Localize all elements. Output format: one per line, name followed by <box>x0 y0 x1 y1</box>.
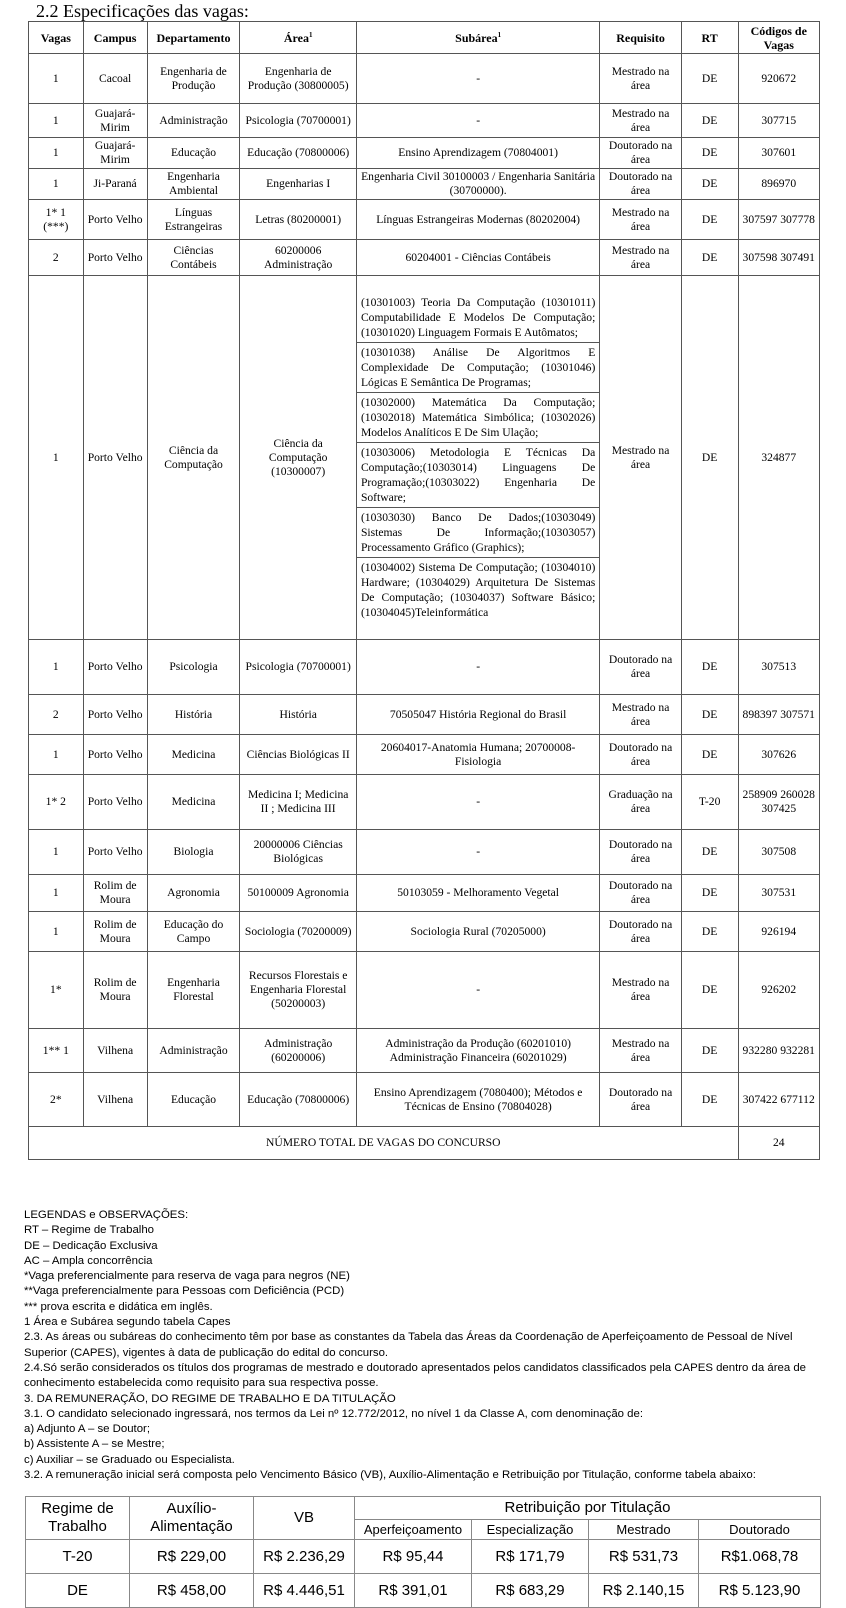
cell-departamento: Educação do Campo <box>147 912 240 952</box>
cell-subarea: Ensino Aprendizagem (70804001) <box>356 138 599 169</box>
table-row <box>29 240 820 276</box>
table-row <box>29 875 820 912</box>
cell-subarea <box>356 276 599 640</box>
header-rt: RT <box>681 22 738 54</box>
notes-section <box>24 1208 824 1483</box>
cell-codigos: 307531 <box>738 875 820 912</box>
table-row <box>29 912 820 952</box>
rem-cell: R$1.068,78 <box>699 1540 821 1574</box>
cell-vagas: 2 <box>29 240 84 276</box>
table-row <box>29 775 820 830</box>
cell-subarea: Sociologia Rural (70205000) <box>356 912 599 952</box>
rem-cell: R$ 4.446,51 <box>254 1574 355 1608</box>
cell-area: Letras (80200001) <box>240 200 357 240</box>
cell-subarea: - <box>356 775 599 830</box>
cell-codigos: 926194 <box>738 912 820 952</box>
cell-departamento: Agronomia <box>147 875 240 912</box>
header-retribuicao: Retribuição por Titulação <box>355 1497 821 1520</box>
cell-departamento: Biologia <box>147 830 240 875</box>
cell-vagas: 1* <box>29 952 84 1029</box>
cell-vagas: 1 <box>29 735 84 775</box>
cell-codigos: 324877 <box>738 276 820 640</box>
header-especializacao: Especialização <box>472 1520 589 1540</box>
cell-vagas: 1 <box>29 169 84 200</box>
table-row <box>29 735 820 775</box>
cell-subarea: - <box>356 104 599 138</box>
cell-area: Medicina I; Medicina II ; Medicina III <box>240 775 357 830</box>
subarea-item: (10303006) Metodologia E Técnicas Da Computação;(10303014) Linguagens De Programação;(10303022) Engenharia De Software; <box>357 443 599 508</box>
cell-rt: DE <box>681 138 738 169</box>
cell-campus: Porto Velho <box>83 240 147 276</box>
cell-departamento: Administração <box>147 104 240 138</box>
table-row <box>29 200 820 240</box>
cell-codigos: 926202 <box>738 952 820 1029</box>
rem-cell: R$ 683,29 <box>472 1574 589 1608</box>
cell-rt: DE <box>681 695 738 735</box>
rem-cell: R$ 2.236,29 <box>254 1540 355 1574</box>
cell-subarea: 70505047 História Regional do Brasil <box>356 695 599 735</box>
cell-codigos: 307715 <box>738 104 820 138</box>
cell-rt: DE <box>681 952 738 1029</box>
cell-requisito: Doutorado na área <box>600 1073 681 1127</box>
note-line: **Vaga preferencialmente para Pessoas com Deficiência (PCD) <box>24 1285 345 1298</box>
note-line: 2.3. As áreas ou subáreas do conhecimento têm por base as constantes da Tabela das Áreas da Coordenação de Aperfeiçoamento de Pessoal de Nível Superior (CAPES), vigentes à data de publicação do edital do concurso. <box>24 1331 793 1359</box>
header-auxilio: Auxílio-Alimentação <box>130 1497 254 1540</box>
cell-rt: DE <box>681 640 738 695</box>
cell-codigos: 307626 <box>738 735 820 775</box>
cell-departamento: Educação <box>147 138 240 169</box>
table-row <box>29 830 820 875</box>
table-row <box>29 640 820 695</box>
note-line: RT – Regime de Trabalho <box>24 1224 155 1237</box>
cell-campus: Porto Velho <box>83 640 147 695</box>
cell-requisito: Doutorado na área <box>600 169 681 200</box>
cell-codigos: 896970 <box>738 169 820 200</box>
cell-departamento: Medicina <box>147 735 240 775</box>
note-line: LEGENDAS e OBSERVAÇÕES: <box>24 1209 189 1221</box>
cell-requisito: Graduação na área <box>600 775 681 830</box>
cell-departamento: Ciência da Computação <box>147 276 240 640</box>
subarea-item: (10302000) Matemática Da Computação; (10302018) Matemática Simbólica; (10302026) Modelos Analíticos E De Sim Ulação; <box>357 393 599 443</box>
cell-campus: Porto Velho <box>83 200 147 240</box>
cell-departamento: Engenharia Ambiental <box>147 169 240 200</box>
cell-requisito: Mestrado na área <box>600 1029 681 1073</box>
rem-cell: DE <box>26 1574 130 1608</box>
table-row <box>29 54 820 104</box>
total-label: NÚMERO TOTAL DE VAGAS DO CONCURSO <box>29 1127 739 1160</box>
cell-vagas: 1 <box>29 830 84 875</box>
cell-area: Recursos Florestais e Engenharia Florestal (50200003) <box>240 952 357 1029</box>
remuneracao-table <box>25 1496 821 1608</box>
cell-area: Engenharias I <box>240 169 357 200</box>
cell-rt: DE <box>681 1073 738 1127</box>
cell-codigos: 307422 677112 <box>738 1073 820 1127</box>
cell-vagas: 1 <box>29 54 84 104</box>
note-line: 3.1. O candidato selecionado ingressará, nos termos da Lei nº 12.772/2012, no nível 1 da Classe A, com denominação de: <box>24 1407 644 1420</box>
cell-area: Sociologia (70200009) <box>240 912 357 952</box>
cell-vagas: 1** 1 <box>29 1029 84 1073</box>
subarea-item: (10304002) Sistema De Computação; (10304010) Hardware; (10304029) Arquitetura De Sistemas De Computação; (10304037) Software Básico;(10304045)Teleinformática <box>360 561 596 619</box>
cell-vagas: 1* 1 (***) <box>29 200 84 240</box>
rem-cell: R$ 229,00 <box>130 1540 254 1574</box>
cell-campus: Ji-Paraná <box>83 169 147 200</box>
rem-cell: R$ 2.140,15 <box>589 1574 699 1608</box>
note-line: DE – Dedicação Exclusiva <box>24 1239 158 1252</box>
cell-requisito: Mestrado na área <box>600 200 681 240</box>
cell-rt: DE <box>681 276 738 640</box>
cell-campus: Vilhena <box>83 1073 147 1127</box>
cell-codigos: 932280 932281 <box>738 1029 820 1073</box>
table-row <box>29 1029 820 1073</box>
table-row <box>29 104 820 138</box>
table-row <box>26 1574 821 1608</box>
cell-rt: DE <box>681 104 738 138</box>
total-row <box>29 1127 820 1160</box>
cell-area: História <box>240 695 357 735</box>
cell-subarea: Ensino Aprendizagem (7080400); Métodos e Técnicas de Ensino (70804028) <box>356 1073 599 1127</box>
cell-rt: DE <box>681 169 738 200</box>
rem-cell: T-20 <box>26 1540 130 1574</box>
cell-campus: Rolim de Moura <box>83 912 147 952</box>
cell-subarea: - <box>356 54 599 104</box>
table-row <box>29 138 820 169</box>
cell-area: Psicologia (70700001) <box>240 640 357 695</box>
header-campus: Campus <box>83 22 147 54</box>
cell-requisito: Mestrado na área <box>600 54 681 104</box>
cell-vagas: 1 <box>29 138 84 169</box>
cell-area: 60200006 Administração <box>240 240 357 276</box>
cell-vagas: 1 <box>29 640 84 695</box>
table-row <box>29 1073 820 1127</box>
cell-campus: Porto Velho <box>83 276 147 640</box>
rem-cell: R$ 391,01 <box>355 1574 472 1608</box>
cell-campus: Guajará-Mirim <box>83 138 147 169</box>
cell-subarea: - <box>356 640 599 695</box>
table-row <box>29 169 820 200</box>
cell-requisito: Doutorado na área <box>600 735 681 775</box>
header-subarea: Subárea$^1$ <box>356 22 599 54</box>
rem-cell: R$ 458,00 <box>130 1574 254 1608</box>
cell-rt: T-20 <box>681 775 738 830</box>
cell-rt: DE <box>681 735 738 775</box>
section-title: 2.2 Especificações das vagas: <box>36 1 249 21</box>
cell-codigos: 307601 <box>738 138 820 169</box>
cell-subarea: 60204001 - Ciências Contábeis <box>356 240 599 276</box>
cell-requisito: Mestrado na área <box>600 952 681 1029</box>
cell-requisito: Mestrado na área <box>600 104 681 138</box>
note-line: 2.4.Só serão considerados os títulos dos programas de mestrado e doutorado apresentados pelos candidatos classificados pela CAPES dentro da área de conhecimento estabelecida como requisito para sua respectiva posse. <box>24 1361 807 1390</box>
header-codigos: Códigos de Vagas <box>738 22 820 54</box>
note-line: 1 Área e Subárea segundo tabela Capes <box>24 1316 231 1329</box>
cell-departamento: Línguas Estrangeiras <box>147 200 240 240</box>
cell-codigos: 307597 307778 <box>738 200 820 240</box>
cell-rt: DE <box>681 54 738 104</box>
cell-area: 20000006 Ciências Biológicas <box>240 830 357 875</box>
cell-campus: Porto Velho <box>83 695 147 735</box>
cell-codigos: 307513 <box>738 640 820 695</box>
cell-codigos: 307508 <box>738 830 820 875</box>
cell-codigos: 898397 307571 <box>738 695 820 735</box>
cell-vagas: 1 <box>29 276 84 640</box>
cell-area: Ciências Biológicas II <box>240 735 357 775</box>
note-line: c) Auxiliar – se Graduado ou Especialista. <box>24 1453 235 1466</box>
note-line: a) Adjunto A – se Doutor; <box>24 1423 151 1436</box>
cell-subarea: Engenharia Civil 30100003 / Engenharia Sanitária (30700000). <box>356 169 599 200</box>
table-row <box>29 952 820 1029</box>
cell-rt: DE <box>681 875 738 912</box>
header-area: Área$^1$ <box>240 22 357 54</box>
cell-requisito: Doutorado na área <box>600 138 681 169</box>
cell-campus: Cacoal <box>83 54 147 104</box>
cell-subarea: 20604017-Anatomia Humana; 20700008-Fisiologia <box>356 735 599 775</box>
cell-campus: Rolim de Moura <box>83 952 147 1029</box>
cell-vagas: 1 <box>29 912 84 952</box>
cell-requisito: Doutorado na área <box>600 830 681 875</box>
cell-departamento: Medicina <box>147 775 240 830</box>
cell-subarea: Línguas Estrangeiras Modernas (80202004) <box>356 200 599 240</box>
cell-area: Educação (70800006) <box>240 1073 357 1127</box>
cell-departamento: História <box>147 695 240 735</box>
note-line: 3.2. A remuneração inicial será composta pelo Vencimento Básico (VB), Auxílio-Alimentação e Retribuição por Titulação, conforme tabela abaixo: <box>24 1469 756 1482</box>
total-value: 24 <box>738 1127 820 1160</box>
note-line: b) Assistente A – se Mestre; <box>24 1438 165 1451</box>
cell-rt: DE <box>681 1029 738 1073</box>
header-vagas: Vagas <box>29 22 84 54</box>
cell-subarea: - <box>356 952 599 1029</box>
cell-requisito: Mestrado na área <box>600 276 681 640</box>
cell-requisito: Doutorado na área <box>600 640 681 695</box>
rem-cell: R$ 5.123,90 <box>699 1574 821 1608</box>
cell-area: Ciência da Computação (10300007) <box>240 276 357 640</box>
cell-subarea: - <box>356 830 599 875</box>
header-requisito: Requisito <box>600 22 681 54</box>
cell-departamento: Educação <box>147 1073 240 1127</box>
cell-campus: Rolim de Moura <box>83 875 147 912</box>
cell-campus: Vilhena <box>83 1029 147 1073</box>
table-row <box>26 1540 821 1574</box>
cell-subarea: Administração da Produção (60201010) Administração Financeira (60201029) <box>356 1029 599 1073</box>
rem-cell: R$ 95,44 <box>355 1540 472 1574</box>
note-line: *Vaga preferencialmente para reserva de vaga para negros (NE) <box>24 1270 350 1283</box>
cell-campus: Porto Velho <box>83 830 147 875</box>
vagas-header-row <box>29 22 820 54</box>
subarea-item: (10301003) Teoria Da Computação (10301011) Computabilidade E Modelos De Computação; (10301020) Linguagem Formais E Autômatos; <box>357 293 599 343</box>
cell-rt: DE <box>681 200 738 240</box>
cell-requisito: Mestrado na área <box>600 695 681 735</box>
header-doutorado: Doutorado <box>699 1520 821 1540</box>
note-line: AC – Ampla concorrência <box>24 1254 153 1267</box>
cell-subarea: 50103059 - Melhoramento Vegetal <box>356 875 599 912</box>
cell-codigos: 920672 <box>738 54 820 104</box>
cell-area: Administração (60200006) <box>240 1029 357 1073</box>
header-aperfeicoamento: Aperfeiçoamento <box>355 1520 472 1540</box>
cell-departamento: Ciências Contábeis <box>147 240 240 276</box>
table-row <box>29 695 820 735</box>
cell-vagas: 1 <box>29 875 84 912</box>
table-row <box>29 276 820 640</box>
remuneracao-body <box>26 1540 821 1608</box>
cell-departamento: Administração <box>147 1029 240 1073</box>
subarea-item: (10303030) Banco De Dados;(10303049) Sistemas De Informação;(10303057) Processamento Gráfico (Graphics); <box>357 508 599 558</box>
header-vb: VB <box>254 1497 355 1540</box>
vagas-table <box>28 21 820 1160</box>
cell-departamento: Psicologia <box>147 640 240 695</box>
rem-cell: R$ 171,79 <box>472 1540 589 1574</box>
cell-rt: DE <box>681 912 738 952</box>
cell-area: 50100009 Agronomia <box>240 875 357 912</box>
cell-area: Psicologia (70700001) <box>240 104 357 138</box>
cell-campus: Porto Velho <box>83 775 147 830</box>
cell-requisito: Doutorado na área <box>600 875 681 912</box>
header-mestrado: Mestrado <box>589 1520 699 1540</box>
rem-cell: R$ 531,73 <box>589 1540 699 1574</box>
cell-codigos: 258909 260028 307425 <box>738 775 820 830</box>
subarea-item: (10301038) Análise De Algoritmos E Complexidade De Computação; (10301046) Lógicas E Semântica De Programas; <box>357 343 599 393</box>
note-line: *** prova escrita e didática em inglês. <box>24 1300 213 1313</box>
cell-campus: Guajará-Mirim <box>83 104 147 138</box>
cell-vagas: 1 <box>29 104 84 138</box>
cell-requisito: Mestrado na área <box>600 240 681 276</box>
cell-requisito: Doutorado na área <box>600 912 681 952</box>
cell-departamento: Engenharia Florestal <box>147 952 240 1029</box>
header-departamento: Departamento <box>147 22 240 54</box>
cell-codigos: 307598 307491 <box>738 240 820 276</box>
note-line: 3. DA REMUNERAÇÃO, DO REGIME DE TRABALHO E DA TITULAÇÃO <box>24 1392 396 1405</box>
cell-rt: DE <box>681 240 738 276</box>
cell-vagas: 2 <box>29 695 84 735</box>
cell-departamento: Engenharia de Produção <box>147 54 240 104</box>
cell-rt: DE <box>681 830 738 875</box>
vagas-body <box>29 54 820 1127</box>
cell-campus: Porto Velho <box>83 735 147 775</box>
cell-area: Engenharia de Produção (30800005) <box>240 54 357 104</box>
header-regime: Regime de Trabalho <box>26 1497 130 1540</box>
cell-area: Educação (70800006) <box>240 138 357 169</box>
cell-vagas: 2* <box>29 1073 84 1127</box>
cell-vagas: 1* 2 <box>29 775 84 830</box>
